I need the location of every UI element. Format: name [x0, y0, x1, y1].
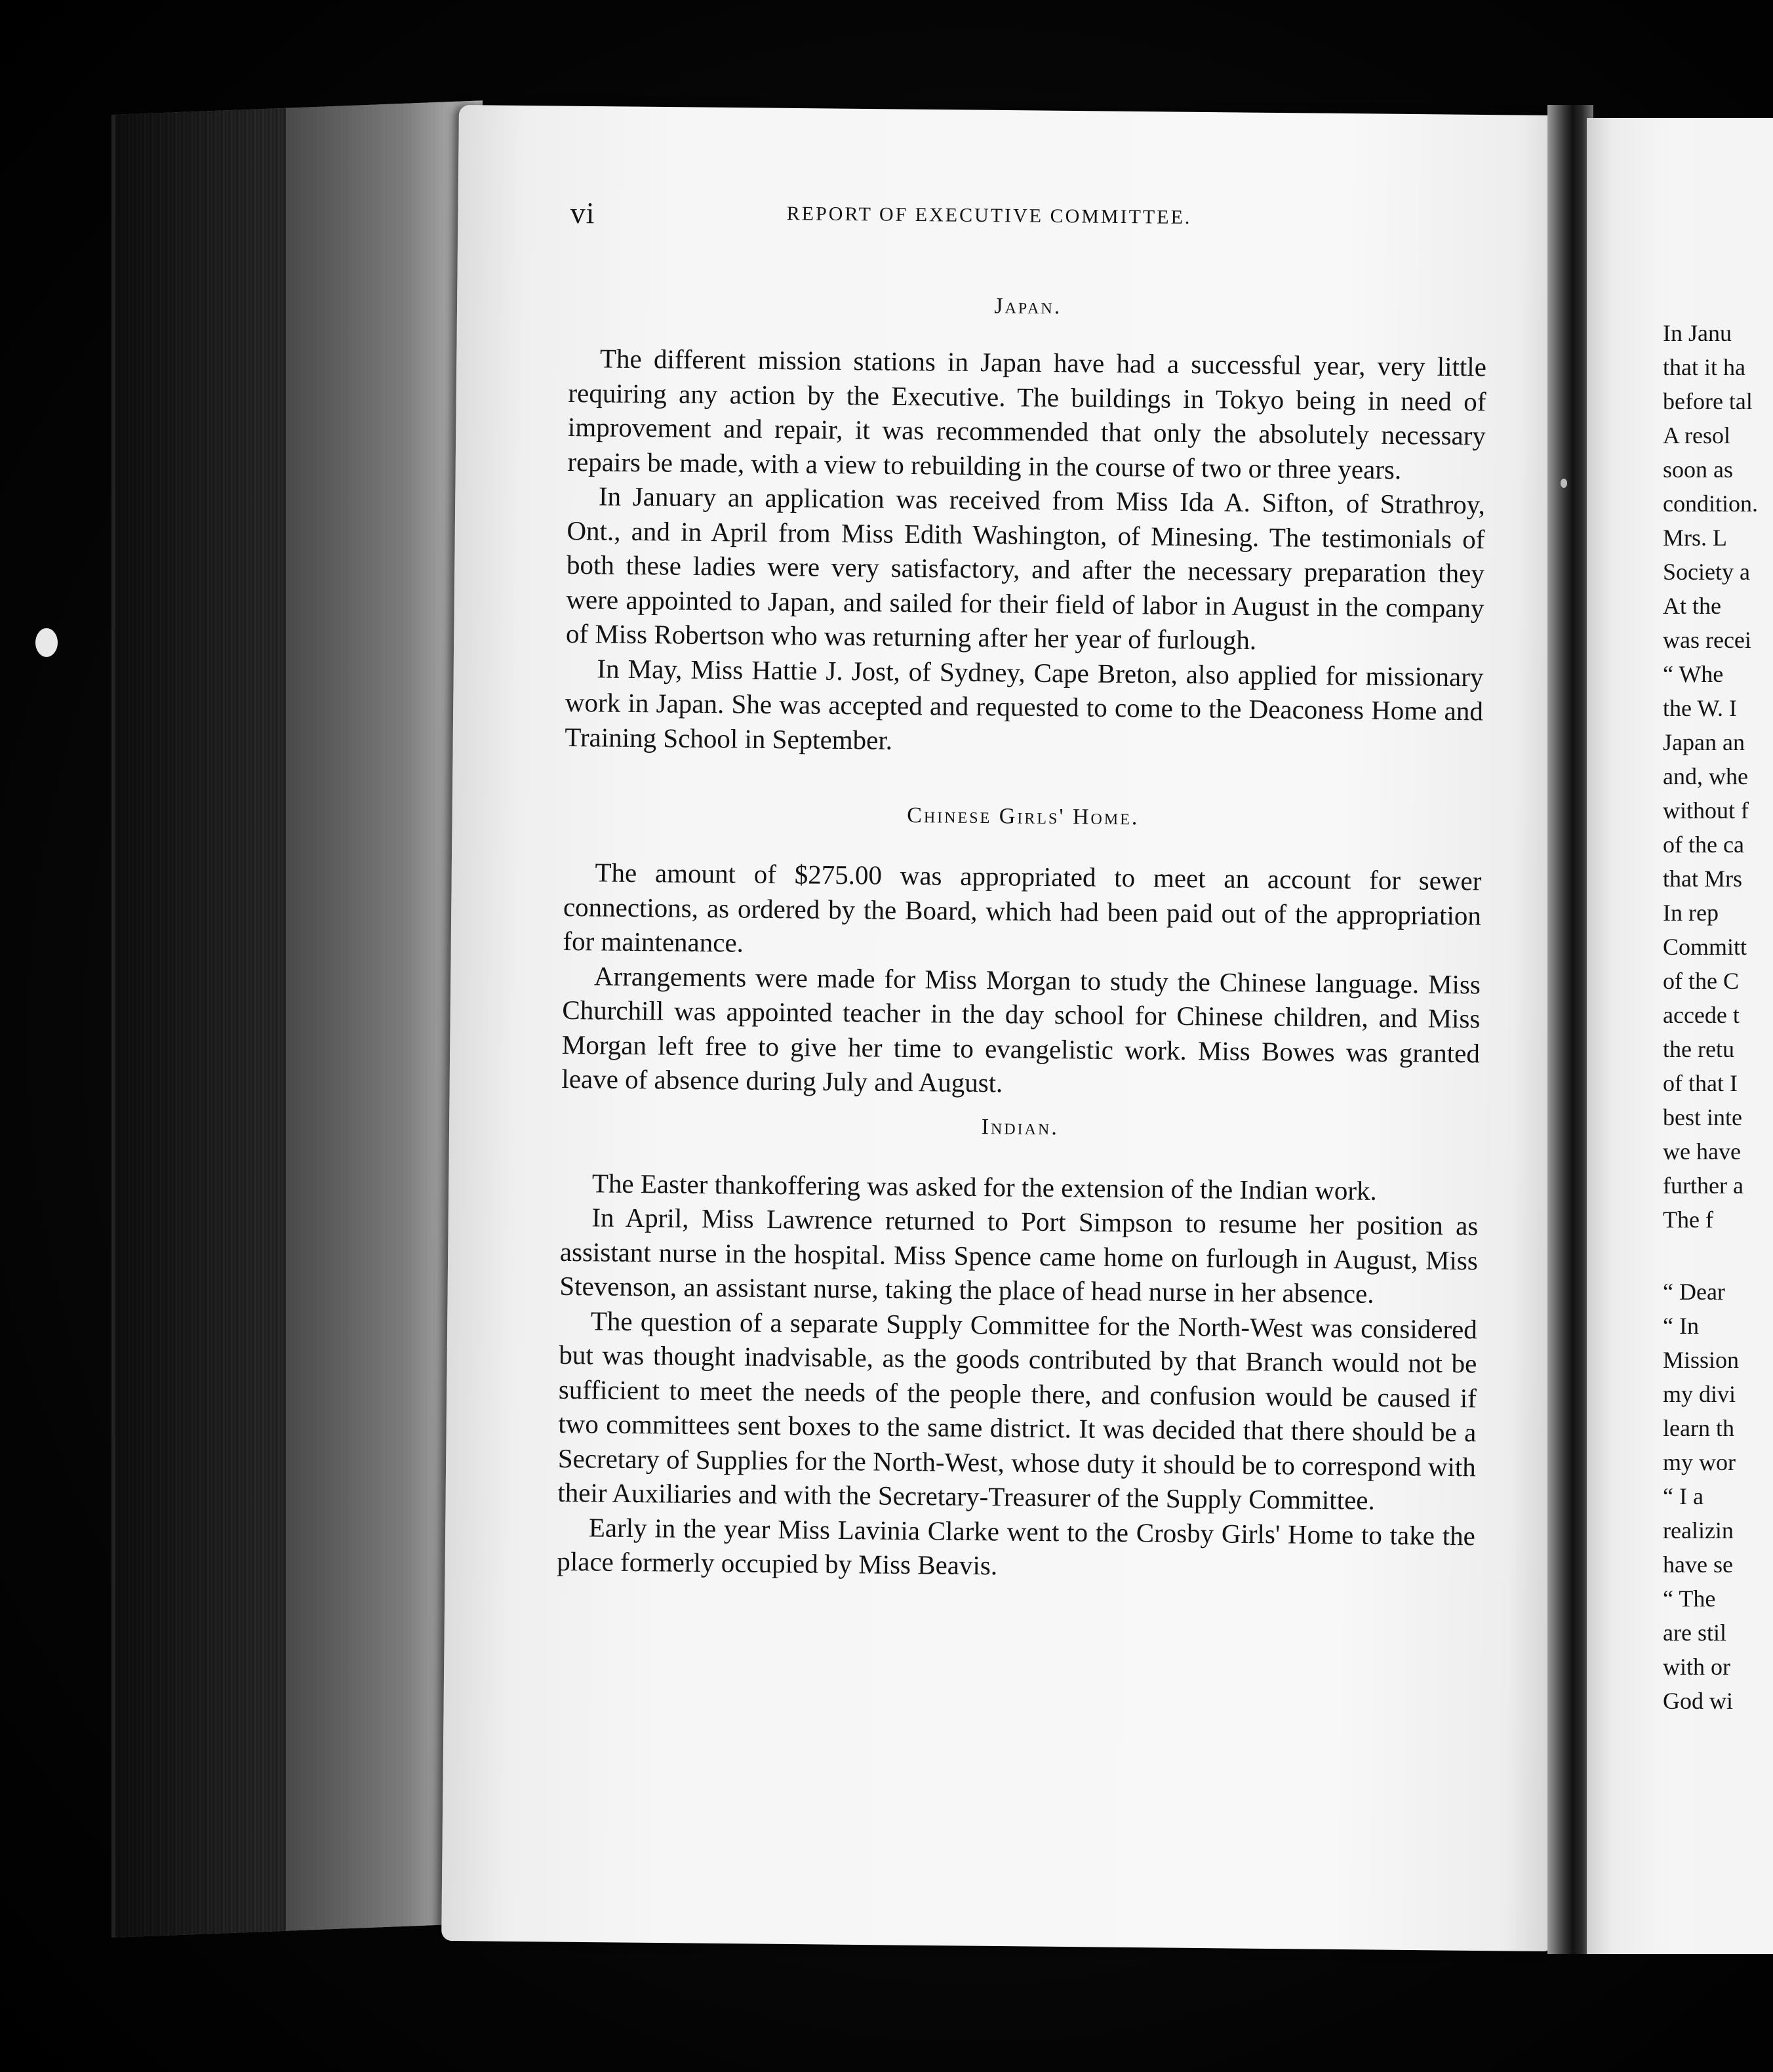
facing-page-line: that it ha — [1663, 354, 1745, 380]
facing-page-line: A resol — [1663, 422, 1730, 448]
facing-page-line: my divi — [1663, 1381, 1736, 1407]
facing-page-line: have se — [1663, 1551, 1733, 1578]
paragraph: The question of a separate Supply Committee for the North-West was considered but was thought inadvisable, as the goods contributed by that Branch would not be sufficient to meet the needs of the people there, and confusion would be caused if two committees sent boxes to the same district. It was decided that there should be a Secretary of Supplies for the North-West, whose duty it should be to correspond with their Auxiliaries and with the Secretary-Treasurer of the Supply Committee. — [557, 1305, 1478, 1515]
facing-page-line: realizin — [1663, 1517, 1734, 1544]
facing-page-line: In rep — [1663, 900, 1719, 926]
facing-page-line: condition. — [1663, 490, 1758, 517]
running-head: REPORT OF EXECUTIVE COMMITTEE. — [786, 203, 1192, 229]
facing-page-line: “ Whe — [1663, 661, 1724, 687]
facing-page-line: was recei — [1663, 627, 1751, 653]
facing-page-line: of that I — [1663, 1070, 1738, 1096]
text-column — [557, 289, 1487, 1587]
paragraph: In January an application was received from Miss Ida A. Sifton, of Strathroy, Ont., and in April from Miss Edith Washington, of Minesing. The testimonials of both these ladies were very satisfactory, and after the necessary preparation they were appointed to Japan, and sailed for their field of labor in August in the company of Miss Robertson who was returning after her year of furlough. — [565, 481, 1486, 656]
facing-page-line: further a — [1663, 1172, 1743, 1199]
facing-page-line: my wor — [1663, 1449, 1736, 1475]
facing-page-line: with or — [1663, 1654, 1730, 1680]
facing-page-line: of the C — [1663, 968, 1739, 994]
facing-page-line: the W. I — [1663, 695, 1737, 721]
facing-page-line: “ Dear — [1663, 1279, 1725, 1305]
facing-page-line: Japan an — [1663, 729, 1745, 755]
facing-page-line: accede t — [1663, 1002, 1740, 1028]
facing-page-line: before tal — [1663, 388, 1753, 414]
facing-page-line: are stil — [1663, 1620, 1726, 1646]
paragraph: Early in the year Miss Lavinia Clarke went to the Crosby Girls' Home to take the place formerly occupied by Miss Beavis. — [557, 1511, 1476, 1581]
facing-page-line: The f — [1663, 1206, 1713, 1233]
paragraph: The amount of $275.00 was appropriated to meet an account for sewer connections, as ordered by the Board, which had been paid out of the appropriation for maintenance. — [563, 857, 1482, 958]
facing-page-line: Mrs. L — [1663, 525, 1727, 551]
page-number: vi — [570, 195, 595, 230]
facing-page-line: learn th — [1663, 1415, 1734, 1441]
section-title-indian: Indian. — [981, 1114, 1060, 1140]
facing-page-line: “ In — [1663, 1313, 1699, 1339]
paragraph: Arrangements were made for Miss Morgan to study the Chinese language. Miss Churchill was appointed teacher in the day school for Chinese children, and Miss Morgan left free to give her time to evangelistic work. Miss Bowes was granted leave of absence during July and August. — [561, 960, 1481, 1098]
scan-speck — [35, 628, 58, 657]
paragraph: The different mission stations in Japan have had a successful year, very little requiring any action by the Executive. The buildings in Tokyo being in need of improvement and repair, it was recommended that only the absolutely necessary repairs be made, with a view to rebuilding in the course of two or three years. — [567, 343, 1487, 485]
facing-page-line: At the — [1663, 593, 1721, 619]
section-title-japan: Japan. — [994, 294, 1062, 319]
facing-page-line: God wi — [1663, 1688, 1733, 1714]
facing-page-line: and, whe — [1663, 763, 1748, 789]
facing-page-line: Mission — [1663, 1347, 1740, 1373]
facing-page-line: that Mrs — [1663, 866, 1742, 892]
paragraph: In May, Miss Hattie J. Jost, of Sydney, Cape Breton, also applied for missionary work in Japan. She was accepted and requested to come to the Deaconess Home and Training School in September. — [565, 652, 1484, 755]
facing-page-gap — [1663, 1237, 1773, 1275]
facing-page-line: best inte — [1663, 1104, 1742, 1130]
facing-page-line: the retu — [1663, 1036, 1734, 1062]
facing-page-line: In Janu — [1663, 320, 1732, 346]
facing-page-text — [1663, 316, 1773, 1718]
paragraph: In April, Miss Lawrence returned to Port Simpson to resume her position as assistant nurse in the hospital. Miss Spence came home on furlough in August, Miss Stevenson, an assistant nurse, taking the place of head nurse in her absence. — [559, 1202, 1479, 1309]
section-title-chinese-girls-home: Chinese Girls' Home. — [907, 803, 1140, 830]
facing-page-line: Society a — [1663, 559, 1750, 585]
facing-page-line: Committ — [1663, 934, 1747, 960]
facing-page-line: “ The — [1663, 1585, 1716, 1612]
facing-page-line: “ I a — [1663, 1483, 1703, 1509]
facing-page-line: without f — [1663, 797, 1749, 824]
paragraph: The Easter thankoffering was asked for the extension of the Indian work. — [591, 1167, 1378, 1206]
facing-page-line: of the ca — [1663, 831, 1744, 858]
scan-speck — [1561, 479, 1567, 488]
facing-page-line: soon as — [1663, 456, 1733, 483]
page-block-edges — [111, 100, 479, 1938]
facing-page-line: we have — [1663, 1138, 1741, 1165]
